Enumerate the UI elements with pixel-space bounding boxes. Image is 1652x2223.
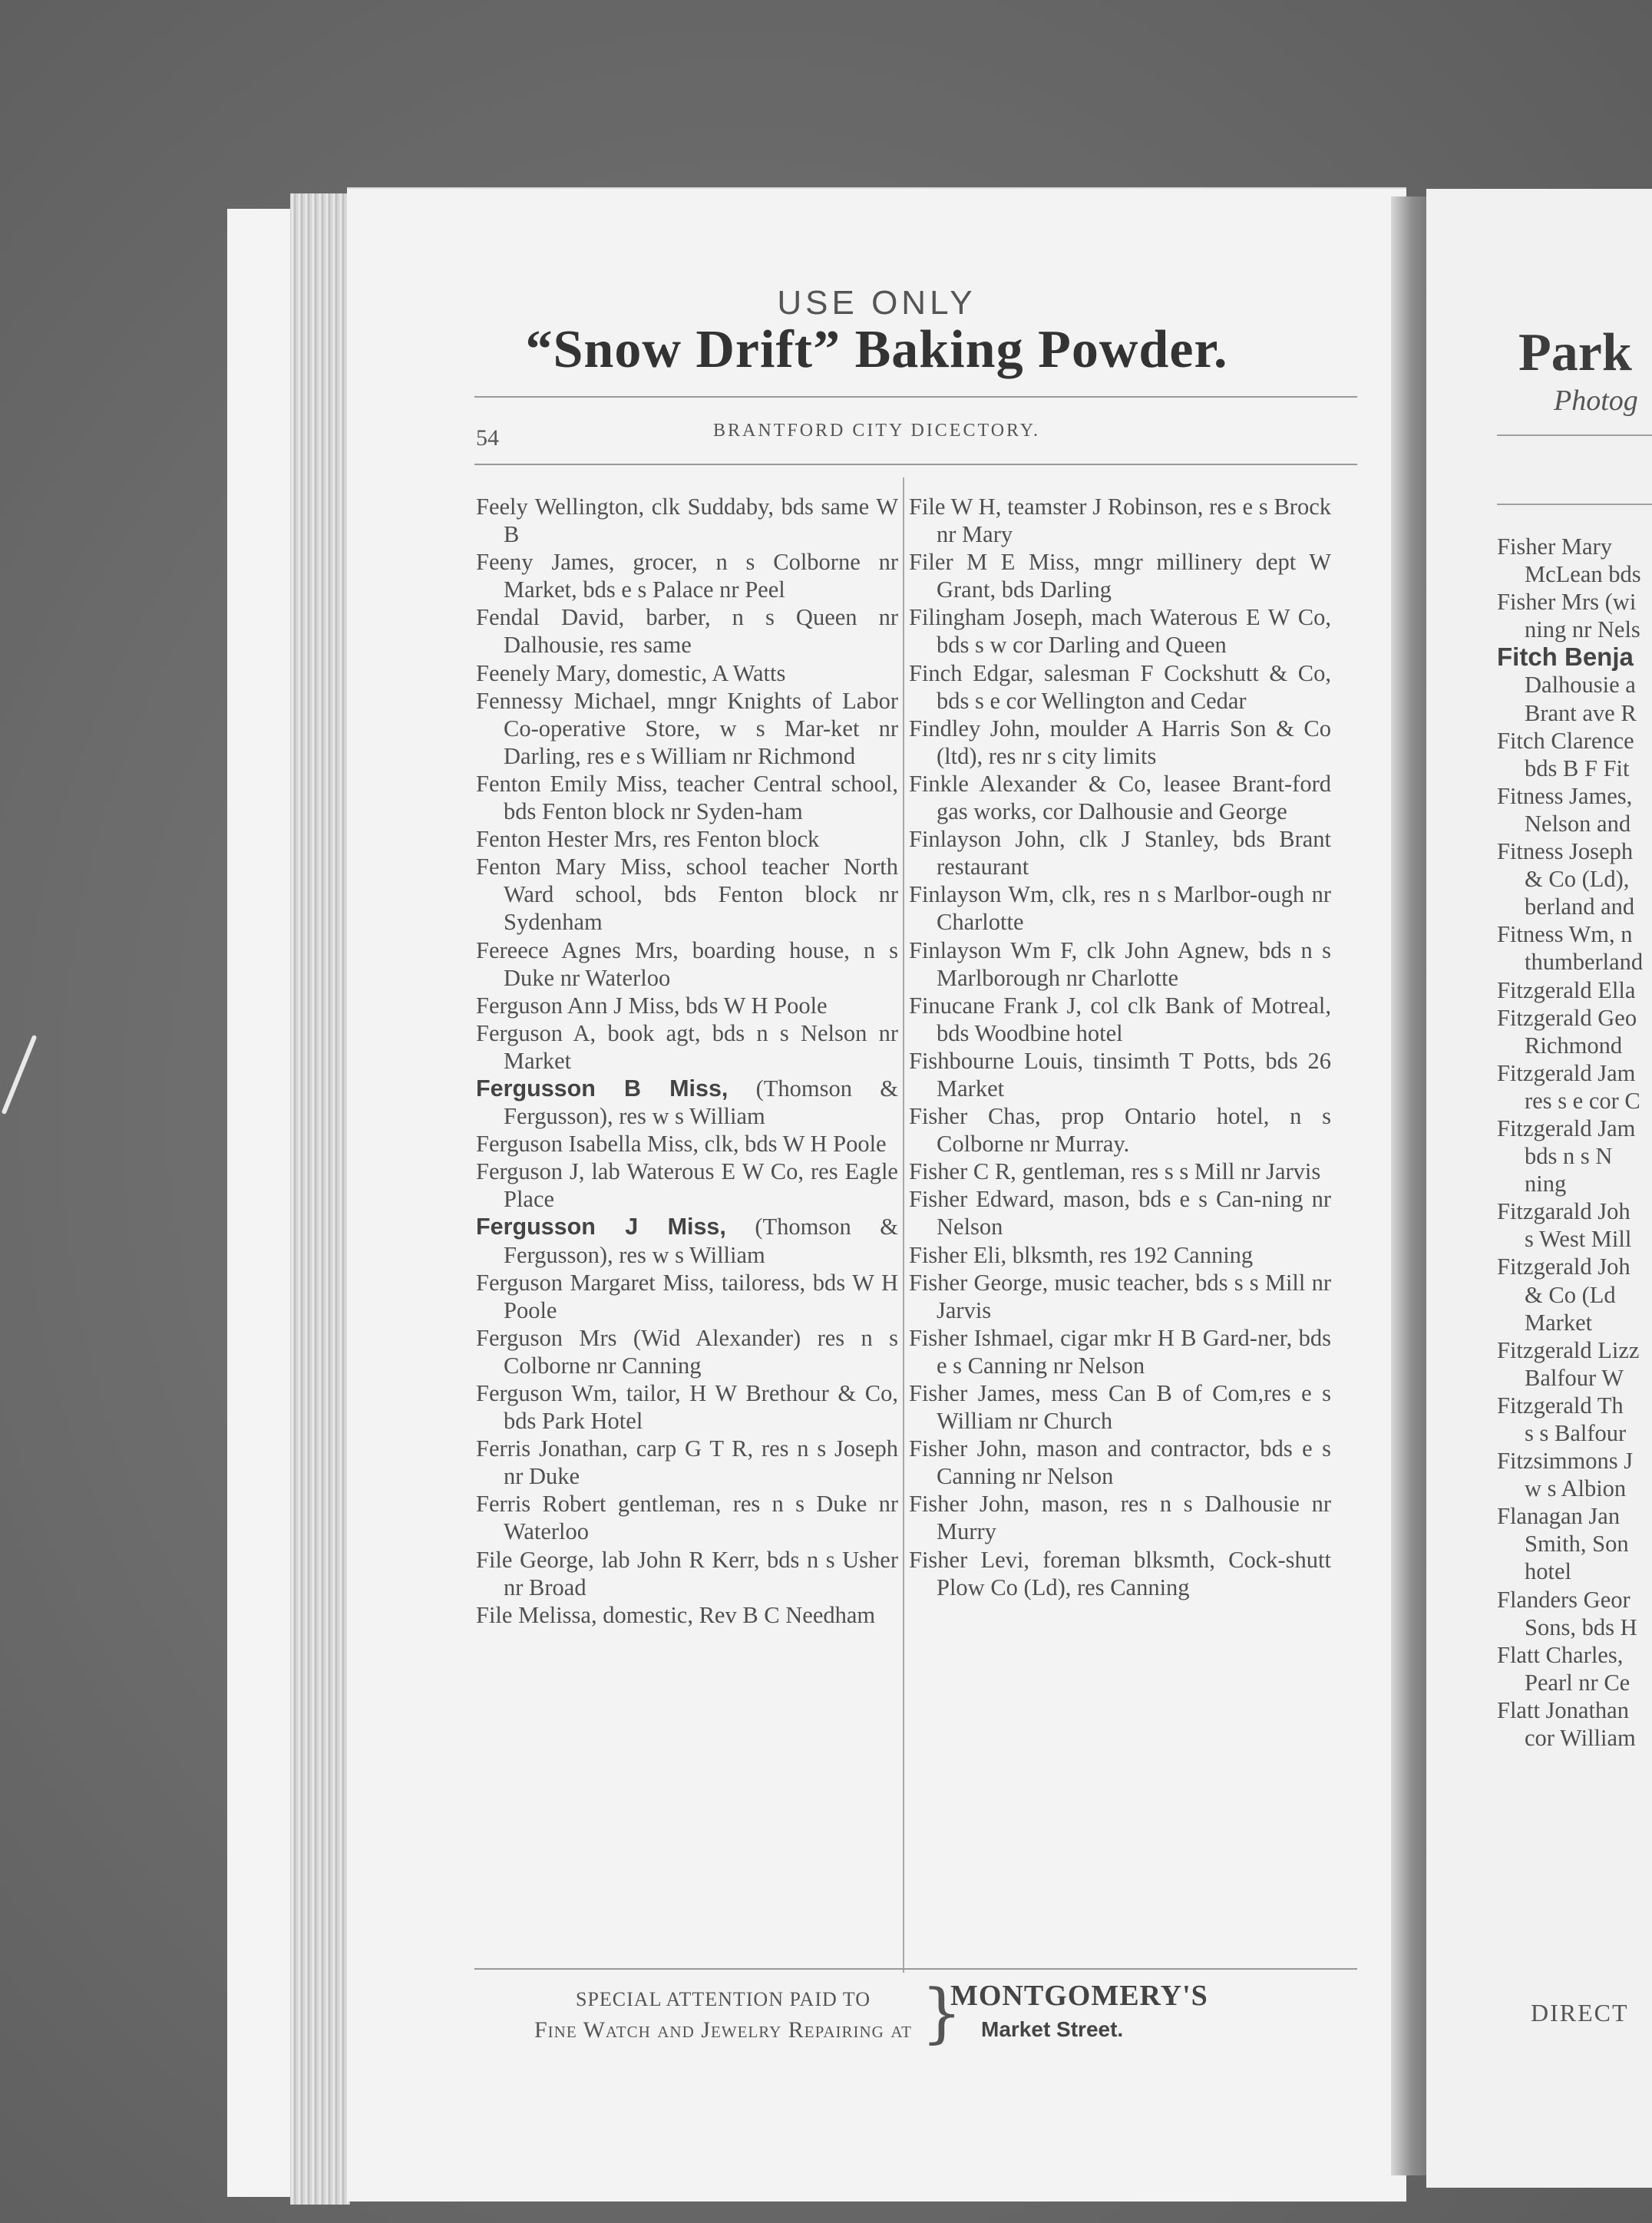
entry-details: carp G T R, res n s Joseph nr Duke	[504, 1435, 899, 1490]
entry-name: Fisher Edward,	[909, 1186, 1055, 1213]
facing-page-line: Pearl nr Ce	[1525, 1669, 1631, 1696]
directory-entry	[909, 936, 1331, 992]
directory-entry	[909, 1185, 1331, 1240]
directory-entry	[909, 1546, 1331, 1601]
entry-name: Fergusson J Miss,	[476, 1214, 726, 1240]
directory-entry	[476, 1130, 898, 1158]
directory-entry	[909, 1047, 1331, 1102]
facing-page-line: Fitzgarald Joh	[1497, 1198, 1631, 1225]
entry-name: File Melissa,	[476, 1601, 597, 1628]
directory-entry	[476, 1019, 898, 1075]
facing-page-line: Fisher Mary	[1497, 533, 1612, 560]
facing-page-line: Balfour W	[1525, 1364, 1624, 1391]
entry-name: Fereece Agnes Mrs,	[476, 936, 679, 963]
header-rule-top	[474, 396, 1357, 398]
entry-details: tailoress, bds W H Poole	[504, 1269, 898, 1323]
entry-details: mason, bds e s Can-ning nr Nelson	[937, 1186, 1331, 1240]
directory-entry	[909, 659, 1331, 715]
directory-entry	[476, 992, 898, 1019]
directory-entry	[476, 548, 898, 603]
entry-name: Fisher Chas,	[909, 1103, 1041, 1130]
entry-details: tinsimth T Potts, bds 26 Market	[937, 1047, 1331, 1102]
entry-name: Findley John,	[909, 715, 1041, 742]
entry-name: Finkle Alexander & Co,	[909, 770, 1152, 797]
running-head: BRANTFORD CITY DICECTORY.	[713, 421, 1040, 441]
facing-page-line: & Co (Ld),	[1525, 866, 1630, 893]
entry-details: teacher Central school, bds Fenton block nr Syden-ham	[504, 770, 898, 825]
directory-entry	[909, 548, 1331, 603]
facing-page-line: Flatt Jonathan	[1497, 1696, 1629, 1723]
facing-page-line: Fitzgerald Ella	[1497, 976, 1636, 1003]
entry-name: Fisher Ishmael,	[909, 1324, 1054, 1351]
entry-details: clk Suddaby, bds same W B	[504, 494, 898, 548]
entry-details: lab John R Kerr, bds n s Usher nr Broad	[504, 1546, 898, 1600]
entry-name: Fergusson B Miss,	[476, 1075, 729, 1102]
directory-entry	[909, 1241, 1331, 1269]
entry-name: Finlayson Wm F,	[909, 936, 1078, 963]
entry-details: grocer, n s Colborne nr Market, bds e s Palace nr Peel	[504, 549, 898, 603]
directory-entry	[909, 493, 1331, 548]
entry-details: mngr millinery dept W Grant, bds Darling	[937, 549, 1331, 603]
entry-name: Fisher Levi,	[909, 1546, 1029, 1573]
entry-details: domestic, A Watts	[610, 659, 786, 686]
facing-page-line: Fitness Joseph	[1497, 838, 1634, 865]
entry-details: music teacher, bds s s Mill nr Jarvis	[937, 1269, 1331, 1323]
entry-details: school teacher North Ward school, bds Fenton block nr Sydenham	[504, 854, 898, 936]
entry-details: foreman blksmth, Cock-shutt Plow Co (Ld), res Canning	[937, 1546, 1331, 1600]
entry-name: Ferguson Ann J Miss,	[476, 992, 680, 1019]
entry-details: barber, n s Queen nr Dalhousie, res same	[504, 604, 898, 659]
facing-page-line: Richmond	[1525, 1032, 1623, 1059]
entry-details: blksmth, res 192 Canning	[1006, 1241, 1254, 1268]
entry-details: mess Can B of Com,res e s William nr Church	[937, 1380, 1331, 1435]
facing-page-line: ning	[1525, 1171, 1567, 1197]
directory-entry	[476, 603, 898, 659]
entry-name: Fennessy Michael,	[476, 687, 657, 714]
facing-page-line: s s Balfour	[1525, 1420, 1627, 1446]
entry-details: col clk Bank of Motreal, bds Woodbine hotel	[937, 992, 1332, 1046]
footer-ad-line1: SPECIAL ATTENTION PAID TO	[576, 1988, 871, 2010]
page-number: 54	[476, 425, 499, 451]
shop-street: Market Street.	[981, 2017, 1124, 2041]
facing-page-line: Fitch Benja	[1497, 642, 1634, 672]
entry-details: res Fenton block	[657, 826, 820, 853]
facing-page-line: ning nr Nels	[1525, 616, 1640, 643]
facing-page-line: Fitness James,	[1497, 782, 1633, 809]
footer-brace: }	[921, 1975, 963, 2050]
facing-page-line: Fitzgerald Jam	[1497, 1059, 1636, 1086]
entry-name: Fenton Mary Miss,	[476, 854, 672, 880]
entry-name: Finucane Frank J,	[909, 992, 1082, 1019]
facing-page-line: Dalhousie a	[1525, 672, 1636, 699]
footer-ad-shop	[950, 1979, 1257, 2042]
facing-page	[1426, 189, 1652, 2188]
entry-name: Finch Edgar,	[909, 659, 1034, 686]
facing-page-line: Fitzgerald Joh	[1497, 1254, 1631, 1280]
entry-details: domestic, Rev B C Needham	[596, 1601, 876, 1628]
facing-page-line: Smith, Son	[1525, 1531, 1629, 1557]
directory-entry	[476, 1601, 898, 1629]
entry-name: Ferris Jonathan,	[476, 1435, 628, 1462]
entry-name: Feenely Mary,	[476, 659, 611, 686]
facing-page-subheader: Photog	[1554, 385, 1638, 417]
facing-page-footer: DIRECT	[1531, 1999, 1629, 2026]
facing-page-header: Park	[1518, 323, 1632, 382]
entry-details: prop Ontario hotel, n s Colborne nr Murray.	[937, 1103, 1331, 1158]
entry-details: teamster J Robinson, res e s Brock nr Mary	[937, 494, 1332, 548]
entry-details: leasee Brant-ford gas works, cor Dalhousie and George	[937, 770, 1331, 825]
directory-entry	[476, 825, 898, 853]
directory-entry	[909, 770, 1331, 825]
facing-page-line: cor William	[1525, 1725, 1636, 1752]
directory-entry	[476, 1324, 898, 1379]
gutter-shadow	[1391, 197, 1426, 2175]
entry-name: Fishbourne Louis,	[909, 1047, 1084, 1074]
directory-entry	[476, 770, 898, 825]
facing-page-line: berland and	[1525, 893, 1635, 920]
left-column	[476, 493, 898, 1629]
facing-page-line: & Co (Ld	[1525, 1281, 1616, 1308]
facing-page-line: McLean bds	[1525, 561, 1641, 588]
entry-details: mngr Knights of Labor Co-operative Store, w s Mar-ket nr Darling, res e s William nr Richmond	[504, 687, 898, 769]
directory-entry	[909, 1379, 1331, 1435]
entry-details: (Wid Alexander) res n s Colborne nr Canning	[504, 1324, 898, 1379]
facing-page-line: Fitzgerald Th	[1497, 1392, 1624, 1419]
entry-details: book agt, bds n s Nelson nr Market	[504, 1019, 898, 1074]
entry-name: Ferguson Wm,	[476, 1380, 618, 1406]
directory-entry	[476, 936, 898, 992]
directory-entry	[476, 687, 898, 770]
facing-page-line: s West Mill	[1525, 1226, 1632, 1253]
entry-name: Fenton Hester Mrs,	[476, 826, 658, 853]
entry-name: Ferguson Margaret Miss,	[476, 1269, 715, 1296]
directory-entry	[909, 825, 1331, 880]
page-edge-white	[227, 209, 296, 2197]
facing-page-line: bds n s N	[1525, 1143, 1613, 1170]
entry-details: clk J Stanley, bds Brant restaurant	[937, 826, 1332, 880]
facing-page-line: Flatt Charles,	[1497, 1641, 1624, 1668]
entry-details: clk John Agnew, bds n s Marlborough nr Charlotte	[937, 936, 1331, 991]
facing-page-entries	[1497, 533, 1652, 1752]
facing-page-rule-bottom	[1497, 504, 1652, 505]
right-column	[909, 493, 1331, 1601]
facing-page-line: Fitzgerald Jam	[1497, 1115, 1636, 1141]
entry-details: gentleman, res n s Duke nr Waterloo	[504, 1491, 899, 1545]
directory-entry	[476, 1490, 898, 1545]
entry-name: Fisher Eli,	[909, 1241, 1007, 1268]
facing-page-line: Sons, bds H	[1525, 1614, 1637, 1640]
entry-name: Fendal David,	[476, 604, 625, 631]
entry-details: clk, res n s Marlbor-ough nr Charlotte	[937, 881, 1331, 936]
directory-entry	[909, 1158, 1331, 1185]
entry-details: clk, bds W H Poole	[699, 1131, 887, 1158]
page-stack-edge	[290, 193, 350, 2205]
facing-page-line: bds B F Fit	[1525, 755, 1630, 781]
directory-entry	[909, 1269, 1331, 1324]
entry-details: gentleman, res s s Mill nr Jarvis	[1016, 1158, 1321, 1185]
entry-details: mason and contractor, bds e s Canning nr Nelson	[937, 1435, 1331, 1490]
directory-entry	[909, 603, 1331, 659]
column-divider	[903, 477, 904, 1973]
entry-name: Finlayson John,	[909, 826, 1066, 853]
directory-entry	[476, 1075, 898, 1130]
directory-entry	[909, 992, 1331, 1047]
entry-details: tailor, H W Brethour & Co, bds Park Hotel	[504, 1380, 898, 1435]
facing-page-line: Fitness Wm, n	[1497, 921, 1633, 948]
facing-page-line: Fitzgerald Geo	[1497, 1004, 1637, 1031]
facing-page-line: Fitzsimmons J	[1497, 1448, 1634, 1475]
entry-name: Fisher James,	[909, 1380, 1041, 1406]
entry-details: salesman F Cockshutt & Co, bds s e cor Wellington and Cedar	[937, 659, 1332, 714]
entry-name: Ferris Robert	[476, 1491, 606, 1518]
entry-name: Finlayson Wm,	[909, 881, 1055, 908]
entry-name: Fisher John,	[909, 1435, 1027, 1462]
directory-entry	[476, 1379, 898, 1435]
entry-details: (Thomson & Fergusson), res w s William	[504, 1075, 898, 1130]
entry-name: File W H,	[909, 494, 1002, 520]
entry-details: bds W H Poole	[679, 992, 828, 1019]
directory-entry	[909, 1324, 1331, 1379]
entry-name: Fisher John,	[909, 1491, 1030, 1518]
facing-page-line: Brant ave R	[1525, 699, 1637, 726]
entry-name: Filer M E Miss,	[909, 549, 1080, 576]
directory-entry	[909, 1435, 1331, 1490]
footer-ad-text	[524, 1988, 923, 2043]
entry-name: Ferguson J,	[476, 1158, 585, 1185]
entry-name: Ferguson Mrs	[476, 1324, 617, 1351]
entry-name: Ferguson A,	[476, 1019, 596, 1046]
ad-use-only: USE ONLY	[777, 284, 976, 322]
shop-name: MONTGOMERY'S	[950, 1980, 1208, 2012]
entry-name: File George,	[476, 1546, 594, 1573]
directory-entry	[476, 1158, 898, 1213]
entry-details: boarding house, n s Duke nr Waterloo	[504, 936, 898, 991]
entry-details: moulder A Harris Son & Co (ltd), res nr s city limits	[937, 715, 1331, 769]
facing-page-line: hotel	[1525, 1558, 1571, 1585]
directory-entry	[476, 1546, 898, 1601]
entry-name: Ferguson Isabella Miss,	[476, 1131, 699, 1158]
book-edge	[227, 209, 350, 2197]
directory-entry	[909, 715, 1331, 770]
directory-entry	[909, 1102, 1331, 1158]
facing-page-line: Market	[1525, 1309, 1593, 1336]
directory-page	[347, 187, 1406, 2202]
footer-rule	[474, 1968, 1357, 1970]
entry-details: cigar mkr H B Gard-ner, bds e s Canning nr Nelson	[937, 1324, 1331, 1379]
directory-entry	[476, 1269, 898, 1324]
directory-entry	[476, 659, 898, 687]
directory-entry	[476, 493, 898, 548]
facing-page-rule-top	[1497, 434, 1652, 436]
facing-page-line: Fitzgerald Lizz	[1497, 1336, 1640, 1363]
facing-page-line: Fitch Clarence	[1497, 727, 1634, 754]
entry-name: Fisher George,	[909, 1269, 1049, 1296]
facing-page-line: Flanders Geor	[1497, 1586, 1631, 1613]
facing-page-line: Fisher Mrs (wi	[1497, 589, 1637, 616]
header-rule-bottom	[474, 464, 1357, 465]
ad-baking-powder: “Snow Drift” Baking Powder.	[525, 320, 1228, 379]
facing-page-line: thumberland	[1525, 949, 1644, 976]
facing-page-line: Flanagan Jan	[1497, 1503, 1621, 1530]
entry-details: mason, res n s Dalhousie nr Murry	[937, 1491, 1331, 1545]
entry-details: lab Waterous E W Co, res Eagle Place	[504, 1158, 898, 1213]
directory-entry	[909, 1490, 1331, 1545]
entry-name: Filingham Joseph,	[909, 604, 1083, 631]
facing-page-line: w s Albion	[1525, 1475, 1627, 1502]
facing-page-line: Nelson and	[1525, 810, 1631, 837]
directory-entry	[476, 1213, 898, 1268]
directory-entry	[476, 853, 898, 936]
entry-details: (Thomson & Fergusson), res w s William	[504, 1214, 898, 1268]
directory-entry	[476, 1435, 898, 1490]
facing-page-line: res s e cor C	[1525, 1087, 1640, 1114]
entry-name: Feely Wellington,	[476, 494, 645, 520]
entry-name: Fisher C R,	[909, 1158, 1016, 1185]
directory-entry	[909, 880, 1331, 936]
entry-name: Feeny James,	[476, 549, 615, 576]
entry-details: mach Waterous E W Co, bds s w cor Darling and Queen	[937, 604, 1331, 659]
footer-ad-line2: Fine Watch and Jewelry Repairing at	[534, 2017, 912, 2043]
entry-name: Fenton Emily Miss,	[476, 770, 668, 797]
